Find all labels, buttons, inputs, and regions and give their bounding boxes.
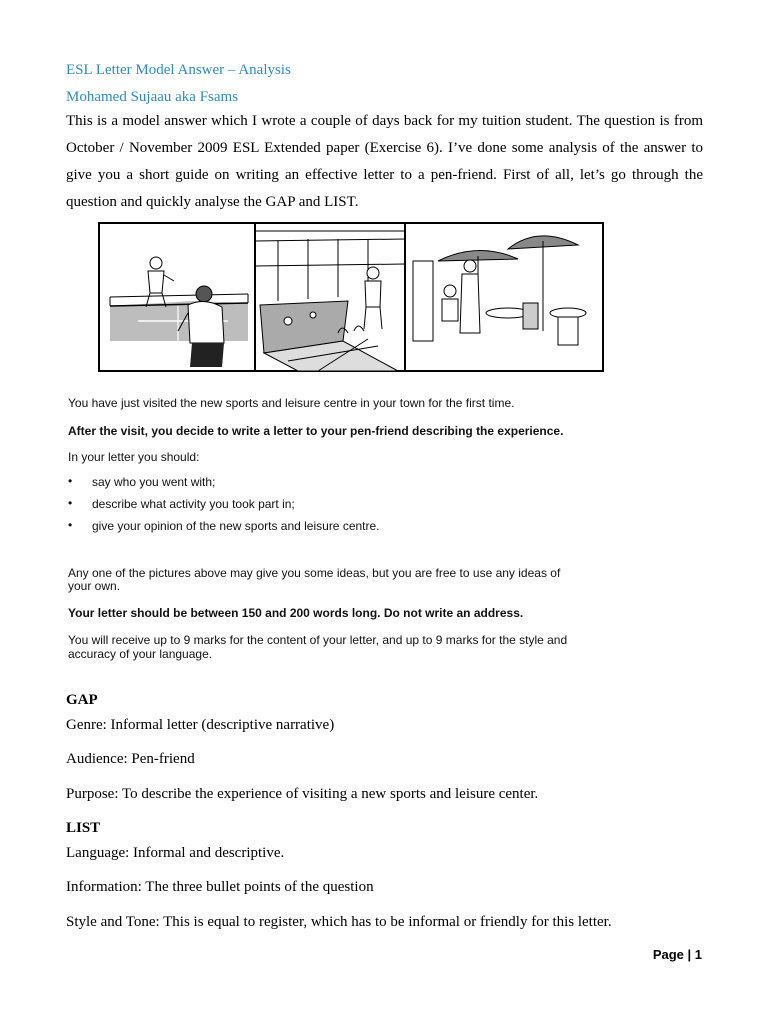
list-information: Information: The three bullet points of the question (66, 879, 374, 895)
question-should: In your letter you should: (68, 450, 200, 464)
question-task: After the visit, you decide to write a letter to your pen-friend describing the experience. (68, 424, 564, 438)
bullet-icon: • (68, 518, 73, 532)
question-ideas-2: your own. (68, 579, 121, 593)
list-language: Language: Informal and descriptive. (66, 845, 285, 861)
list-style: Style and Tone: This is equal to register, which has to be informal or friendly for this letter. (66, 914, 612, 930)
list-heading: LIST (66, 820, 101, 836)
author-line: Mohamed Sujaau aka Fsams (66, 89, 239, 105)
bullet-item: say who you went with; (92, 475, 216, 489)
intro-paragraph: This is a model answer which I wrote a couple of days back for my tuition student. The question is from October / November 2009 ESL Extended paper (Exercise 6). I’ve done some analysis of the answer to give you a short guide on writing an effective letter to a pen-friend. First of all, let’s go through the question and quickly analyse the GAP and LIST. (66, 113, 703, 210)
gap-purpose: Purpose: To describe the experience of visiting a new sports and leisure center. (66, 786, 539, 802)
gap-heading: GAP (66, 692, 98, 708)
pool-panel (255, 223, 405, 371)
tennis-panel (99, 223, 255, 371)
question-marks-1: You will receive up to 9 marks for the content of your letter, and up to 9 marks for the style and (68, 633, 568, 647)
page-number: Page | 1 (652, 947, 702, 962)
bullet-icon: • (68, 496, 73, 510)
question-marks-2: accuracy of your language. (68, 647, 213, 661)
bullet-item: describe what activity you took part in; (92, 497, 295, 511)
question-ideas-1: Any one of the pictures above may give you some ideas, but you are free to use any ideas of (68, 566, 561, 580)
cafe-panel (405, 223, 603, 371)
exam-illustration (98, 221, 605, 373)
question-word-limit: Your letter should be between 150 and 200 words long. Do not write an address. (68, 606, 524, 620)
gap-genre: Genre: Informal letter (descriptive narrative) (66, 717, 335, 733)
gap-audience: Audience: Pen-friend (66, 751, 195, 767)
bullet-icon: • (68, 474, 73, 488)
bullet-item: give your opinion of the new sports and leisure centre. (92, 519, 380, 533)
question-intro: You have just visited the new sports and leisure centre in your town for the first time. (68, 396, 515, 410)
document-title: ESL Letter Model Answer – Analysis (66, 62, 291, 78)
